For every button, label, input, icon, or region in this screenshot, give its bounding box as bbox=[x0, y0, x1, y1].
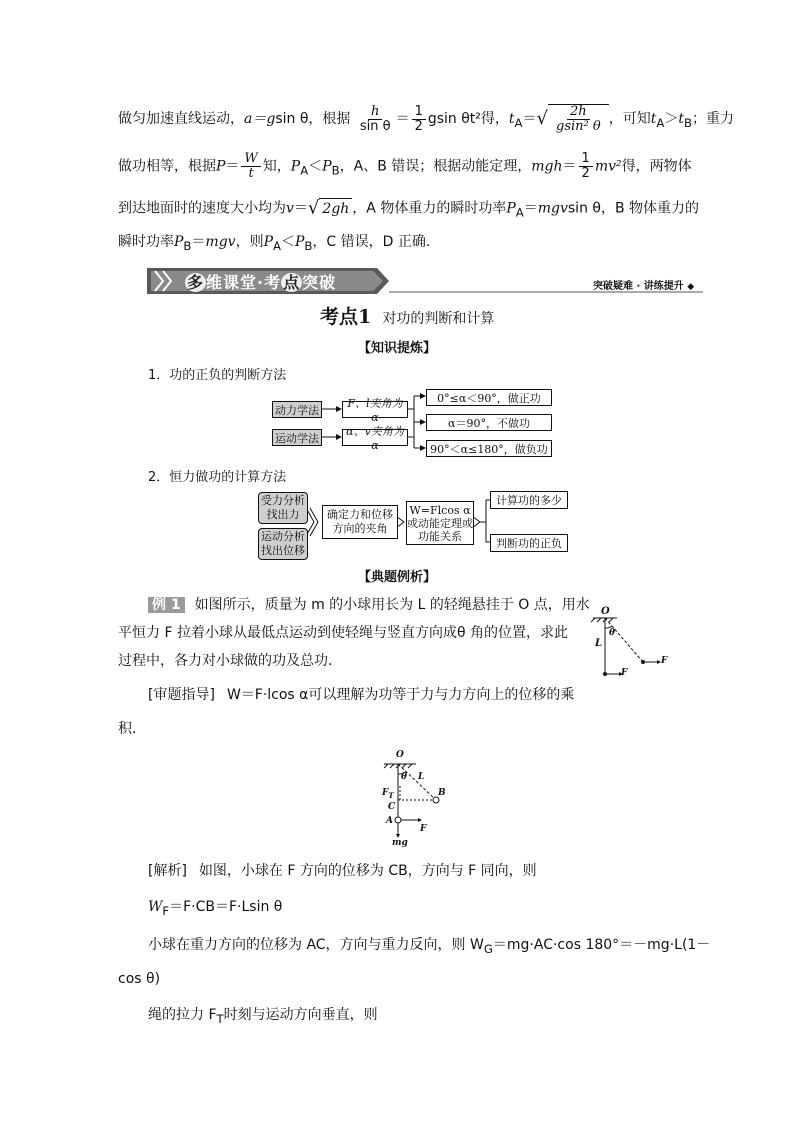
jiexi-tag: [解析] bbox=[148, 863, 187, 879]
pendulum-figure-small bbox=[585, 606, 675, 688]
sqrt-radicand bbox=[548, 104, 609, 134]
intro-text: ，A 物体重力的瞬时功率 bbox=[352, 200, 507, 217]
subscript: A bbox=[514, 115, 523, 130]
box-amount: 计算功的多少 bbox=[490, 491, 568, 509]
intro-text: P bbox=[174, 234, 184, 250]
section-title bbox=[185, 270, 336, 293]
sqrt-icon: √ bbox=[307, 197, 320, 219]
subscript: B bbox=[183, 238, 192, 253]
intro-line-1 bbox=[118, 104, 734, 134]
fraction bbox=[553, 105, 604, 134]
jiexi-text: 如图，小球在 F 方向的位移为 CB，方向与 F 同向，则 bbox=[198, 863, 537, 879]
dianti-heading: 【典题例析】 bbox=[357, 570, 436, 585]
intro-line-4 bbox=[118, 232, 440, 256]
intro-text: t bbox=[678, 111, 684, 127]
intro-text: mgv bbox=[205, 234, 236, 250]
sqrt-icon: √ bbox=[536, 108, 549, 129]
intro-text: 瞬时功率 bbox=[118, 234, 174, 250]
intro-text: ，C 错误，D 正确． bbox=[312, 234, 440, 250]
intro-text: ＝ bbox=[562, 158, 577, 175]
result-negative: 90°＜α≤180°，做负功 bbox=[426, 440, 552, 457]
fraction-denominator: 2 bbox=[414, 118, 423, 134]
intro-text: P bbox=[294, 234, 305, 250]
label-C: C bbox=[388, 802, 396, 812]
box-f-l-angle: F、l夹角为 α bbox=[342, 401, 408, 418]
subscript: A bbox=[656, 115, 665, 130]
label-F: F bbox=[420, 824, 427, 834]
intro-text: t bbox=[508, 111, 515, 127]
intro-text: P bbox=[216, 158, 226, 175]
box-method: W=Flcos α或动能定理或功能关系 bbox=[406, 501, 474, 545]
fraction bbox=[241, 152, 260, 181]
fraction-numerator: 1 bbox=[412, 105, 426, 120]
section-title-char: 多 bbox=[187, 273, 205, 292]
box-angle: 确定力和位移方向的夹角 bbox=[322, 505, 398, 539]
label-FT-main: F bbox=[382, 788, 389, 798]
jiexi-line-2 bbox=[148, 896, 282, 922]
pendulum-force-diagram-icon bbox=[380, 750, 450, 850]
intro-text: a＝g bbox=[244, 111, 276, 127]
fraction-denominator: sin θ bbox=[359, 118, 391, 134]
pendulum-figure-large bbox=[380, 750, 450, 850]
label-B: B bbox=[438, 788, 446, 798]
label-O: O bbox=[601, 606, 610, 617]
subscript: T bbox=[216, 1011, 224, 1026]
shenti-line bbox=[148, 684, 574, 706]
intro-text: ＜ bbox=[280, 234, 295, 250]
jiexi-line-3 bbox=[148, 934, 710, 960]
box-force-analysis: 受力分析找出力 bbox=[258, 492, 308, 524]
section-header bbox=[147, 268, 707, 294]
kaodian-heading bbox=[320, 302, 494, 329]
fraction-numerator: 2h bbox=[567, 105, 590, 120]
section-right-label bbox=[593, 277, 694, 292]
jiexi-text: 时刻与运动方向垂直，则 bbox=[223, 1007, 378, 1023]
label-O: O bbox=[396, 750, 404, 760]
intro-text: 做功相等，根据 bbox=[118, 158, 216, 175]
example-line-3 bbox=[118, 650, 342, 672]
subscript: B bbox=[304, 238, 313, 253]
zhishi-heading: 【知识提炼】 bbox=[357, 341, 436, 356]
label-A: A bbox=[386, 816, 393, 826]
intro-text: 得，两物体 bbox=[621, 158, 692, 175]
example-text: 过程中，各力对小球做的功及总功． bbox=[118, 653, 342, 669]
intro-text: P bbox=[322, 158, 332, 175]
intro-text: mgv bbox=[537, 200, 568, 217]
fraction-denominator: gsin² θ bbox=[556, 119, 601, 134]
intro-text: v bbox=[286, 200, 294, 217]
intro-text: 做匀加速直线运动， bbox=[118, 111, 244, 127]
intro-text: gsin θt²得， bbox=[427, 111, 509, 127]
intro-text: ＝ bbox=[293, 200, 308, 217]
box-motion-analysis: 运动分析找出位移 bbox=[258, 528, 308, 560]
section-title-char: 点 bbox=[283, 273, 301, 292]
intro-text: ＝ bbox=[522, 111, 537, 127]
intro-text: ，则 bbox=[235, 234, 264, 250]
fraction-numerator: 1 bbox=[579, 152, 593, 167]
fraction-numerator: W bbox=[241, 152, 260, 167]
result-positive: 0°≤α＜90°，做正功 bbox=[426, 389, 552, 406]
section-title-char: 考 bbox=[264, 273, 282, 292]
fraction-numerator: h bbox=[368, 105, 382, 120]
subscript: B bbox=[331, 163, 340, 178]
label-FT-sub: T bbox=[388, 790, 394, 800]
intro-line-2 bbox=[118, 152, 692, 181]
jiexi-text: cos θ) bbox=[118, 971, 161, 987]
example-line-2 bbox=[118, 622, 568, 644]
intro-text: sin θ，B 物体重力的 bbox=[567, 200, 700, 217]
subscript: A bbox=[515, 205, 524, 220]
intro-text: 知， bbox=[262, 158, 291, 175]
intro-text: t bbox=[650, 111, 657, 127]
shenti-tag: [审题指导] bbox=[148, 687, 215, 703]
intro-text: ＝ bbox=[191, 234, 206, 250]
shenti-line-2 bbox=[118, 718, 146, 740]
intro-text: ＜ bbox=[308, 158, 323, 175]
section-title-char: 维 bbox=[206, 273, 224, 292]
box-sign: 判断功的正负 bbox=[490, 534, 568, 552]
jiexi-line-1 bbox=[148, 860, 537, 882]
label-L: L bbox=[418, 772, 425, 782]
section-title-char: 突破 bbox=[302, 273, 337, 292]
fraction-denominator: t bbox=[248, 166, 254, 181]
label-FT bbox=[382, 788, 394, 800]
box-a-v-angle: α、v夹角为 α bbox=[342, 429, 408, 446]
subscript: A bbox=[300, 163, 309, 178]
jiexi-line-5 bbox=[148, 1004, 378, 1030]
box-kinematics: 运动学法 bbox=[272, 429, 322, 446]
subscript: G bbox=[483, 941, 493, 956]
intro-text: ，A、B 错误；根据动能定理， bbox=[339, 158, 532, 175]
label-F-right: F bbox=[661, 656, 668, 666]
result-zero: α＝90°，不做功 bbox=[426, 414, 552, 431]
intro-text: P bbox=[506, 200, 516, 217]
fraction bbox=[412, 105, 426, 134]
intro-text: mv² bbox=[594, 158, 622, 175]
intro-text: ＝ bbox=[225, 158, 240, 175]
kaodian-label: 考点1 bbox=[320, 306, 372, 328]
intro-text: ＝ bbox=[523, 200, 538, 217]
subscript: A bbox=[273, 238, 281, 253]
intro-text: sin θ，根据 bbox=[275, 111, 351, 127]
example-line-1 bbox=[148, 594, 590, 616]
jiexi-text: ＝mg·AC·cos 180°＝－mg·L(1－ bbox=[492, 937, 711, 953]
shenti-text: W＝F·lcos α可以理解为功等于力与力方向上的位移的乘 bbox=[226, 687, 575, 703]
jiexi-text: W bbox=[148, 899, 163, 915]
section-title-char: · bbox=[257, 273, 265, 292]
intro-text: ；重力 bbox=[691, 111, 734, 127]
fraction bbox=[357, 105, 394, 134]
subscript: F bbox=[162, 903, 170, 918]
box-dynamics: 动力学法 bbox=[272, 401, 322, 418]
label-theta: θ bbox=[609, 628, 616, 638]
intro-text: P bbox=[290, 158, 301, 175]
intro-text: P bbox=[263, 234, 273, 250]
intro-text: ＞ bbox=[664, 111, 679, 127]
kaodian-title: 对功的判断和计算 bbox=[382, 311, 495, 327]
intro-text: ＝ bbox=[395, 111, 410, 127]
section-title-char: 课堂 bbox=[223, 273, 258, 292]
intro-text: mgh bbox=[531, 158, 563, 175]
jiexi-text: ＝F·CB＝F·Lsin θ bbox=[169, 899, 283, 915]
subscript: B bbox=[683, 115, 692, 130]
fraction-denominator: 2 bbox=[581, 166, 590, 181]
jiexi-text: 小球在重力方向的位移为 AC，方向与重力反向，则 W bbox=[148, 937, 484, 953]
item-2: 2．恒力做功的计算方法 bbox=[148, 470, 287, 485]
example-tag: 例 1 bbox=[148, 597, 185, 613]
intro-text: 到达地面时的速度大小均为 bbox=[118, 200, 286, 217]
label-L: L bbox=[595, 638, 603, 649]
label-F-bottom: F bbox=[621, 668, 628, 678]
label-mg: mg bbox=[392, 838, 408, 848]
diamond-icon: ◆ bbox=[687, 282, 695, 292]
example-text: 平恒力 F 拉着小球从最低点运动到使轻绳与竖直方向成θ 角的位置，求此 bbox=[118, 625, 568, 641]
jiexi-line-4 bbox=[118, 968, 160, 990]
sqrt-radicand: 2gh bbox=[319, 198, 352, 219]
fraction bbox=[579, 152, 593, 181]
shenti-text: 积． bbox=[118, 721, 146, 737]
example-text: 如图所示，质量为 m 的小球用长为 L 的轻绳悬挂于 O 点，用水 bbox=[194, 597, 590, 613]
section-right-text: 突破疑难 · 讲练提升 bbox=[593, 281, 684, 292]
intro-text: ，可知 bbox=[608, 111, 651, 127]
intro-line-3 bbox=[118, 198, 699, 222]
item-1: 1．功的正负的判断方法 bbox=[148, 368, 287, 383]
jiexi-text: 绳的拉力 F bbox=[148, 1007, 217, 1023]
label-theta: θ bbox=[401, 772, 408, 782]
